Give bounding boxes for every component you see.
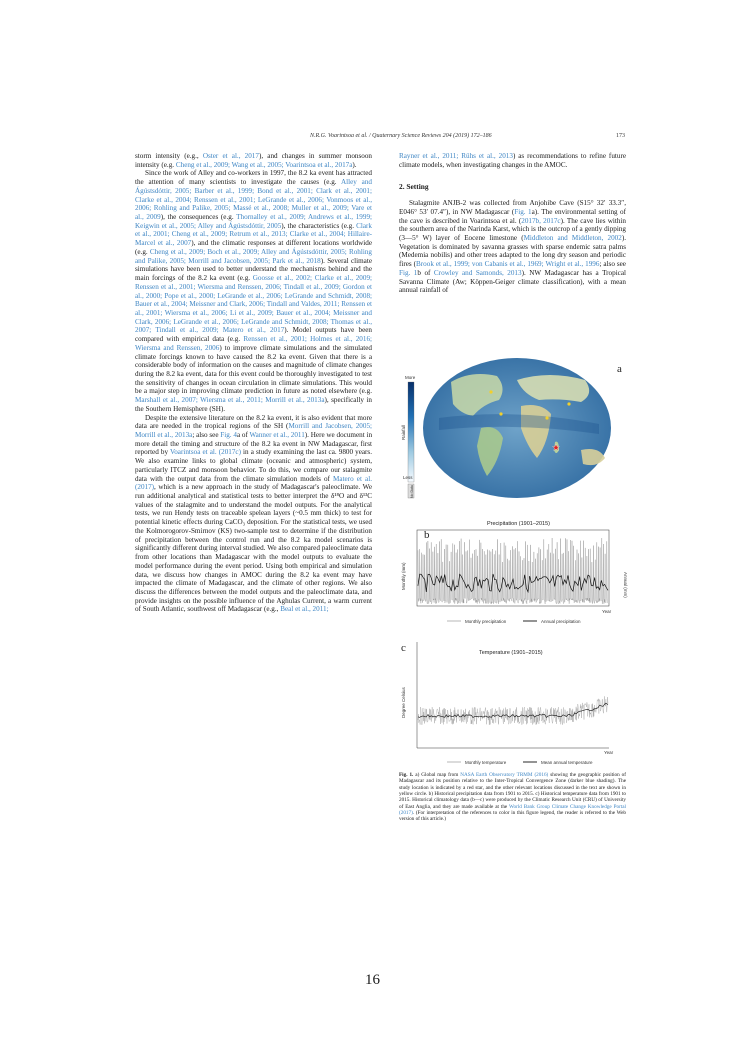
body-paragraph: storm intensity (e.g., Oster et al., 2017), and changes in summer monsoon intensity (e.g. Cheng et al., 2009; Wang et al., 2005; Voarintsoa et al., 2017a).: [135, 152, 372, 169]
citation-link[interactable]: Beal et al., 2011;: [280, 605, 329, 614]
figure-caption: Fig. 1. a) Global map from NASA Earth Observatory TRMM (2016) showing the geographic position of Madagascar and its position relative to the Inter-Tropical Convergence Zone (darker blue shading). The study location is indicated by a red star, and the other relevant locations discussed in the text are shown in yellow circle. b) Historical precipitation data from 1901 to 2015. c) Historical temperature data from 1901 to 2015. Historical climatology data (b—c) were produced by the Climatic Research Unit (CRU) of University of East Anglia, and they are made available at the World Bank Group Climate Change Knowledge Portal (2017). (For interpretation of the references to color in this figure legend, the reader is referred to the Web version of this article.): [399, 772, 626, 823]
journal-citation: N.R.G. Voarintsoa et al. / Quaternary Science Reviews 204 (2019) 172–186: [310, 133, 492, 139]
legend-annual-temp: Mean annual temperature: [541, 760, 593, 765]
body-paragraph: Despite the extensive literature on the 8.2 ka event, it is also evident that more data are needed in the tropical regions of the SH (Morrill and Jacobsen, 2005; Morrill et al., 2013a; also see Fig. 4a of Wanner et al., 2011). Here we document in more detail the timing and structure of the 8.2 ka event in NW Madagascar, first reported by Voarintsoa et al. (2017c) in a study examining the last ca. 9800 years. We also examine links to global climate (oceanic and atmospheric) system, particularly ITCZ and monsoon behavior. To do this, we compare our stalagmite data with the output data from the climate simulation models of Matero et al. (2017), which is a new approach in the study of Madagascar's paleoclimate. We run additional analytical and statistical tests to better interpret the δ¹⁸O and δ¹³C values of the stalagmite and to understand the model outputs. For the analytical tests, we run Hendy tests on traceable spelean layers (~0.5 mm thick) to test for potential kinetic effects during CaCO₃ deposition. For the statistical tests, we used the Kolmorogorov-Smirnov (KS) two-sample test to determine if the distribution of precipitation between the control run and the 8.2 ka model scenarios is significantly different during interval studied. We also compared paleoclimate data from other locations than Madagascar with the model outputs to evaluate the model performance during the event period. Using both empirical and simulation data, we discuss how changes in AMOC during the 8.2 ka event may have impacted the climate of Madagascar, and the climate of other regions. We also discuss the differences between the model outputs and the paleoclimate data, and provide insights on the possible influence of the Aghulas Current, a warm current of South Atlantic, southwest off Madagascar (e.g., Beal et al., 2011;: [135, 413, 373, 614]
citation-link[interactable]: 2017b, 2017c: [521, 216, 561, 225]
panel-b-ylabel-left: Monthly (mm): [401, 562, 406, 590]
citation-link[interactable]: Wanner et al., 2011: [249, 431, 305, 439]
citation-link[interactable]: Oster et al., 2017: [202, 152, 259, 160]
panel-c-xlabel: Year: [604, 750, 614, 755]
panel-b-title: Precipitation (1901–2015): [487, 521, 550, 527]
citation-link[interactable]: Middleton and Middleton, 2002: [523, 234, 622, 243]
citation-link[interactable]: Crowley and Samonds, 2013: [433, 268, 522, 277]
right-intro-paragraph: Rayner et al., 2011; Rühs et al., 2013) as recommendations to refine future climate models, when investigating changes in the AMOC.: [399, 152, 626, 169]
right-column: [399, 152, 626, 295]
location-marker: [489, 390, 492, 393]
citation-link[interactable]: World Bank Group Climate Change Knowledge Portal (2017): [399, 803, 626, 817]
section-heading: 2. Setting: [399, 182, 429, 192]
rainfall-colorbar: [408, 382, 414, 482]
citation-link[interactable]: Cheng et al., 2009; Wang et al., 2005; Voarintsoa et al., 2017a: [175, 160, 353, 169]
citation-link[interactable]: Morrill and Jacobsen, 2005; Morrill et al., 2013a: [135, 422, 372, 439]
citation-link[interactable]: Thornalley et al., 2009; Andrews et al., 1999; Keigwin et al., 2005; Alley and Ágústsdóttir, 2005: [135, 213, 372, 230]
figure-panel-c-temperature: [399, 636, 626, 766]
panel-a-label: a: [617, 363, 622, 375]
legend-more: More: [405, 375, 416, 380]
citation-link[interactable]: Fig. 1: [399, 268, 418, 277]
legend-nodata: No Data: [410, 485, 414, 498]
citation-link[interactable]: Brook et al., 1999; von Cabanis et al., 1969; Wright et al., 1996: [416, 260, 600, 269]
journal-page-number: 173: [616, 133, 625, 139]
citation-link[interactable]: Matero et al. (2017): [135, 474, 372, 492]
location-marker: [567, 402, 570, 405]
legend-rainfall: Rainfall: [401, 424, 406, 440]
panel-b-xlabel: Year: [602, 609, 612, 614]
body-paragraph: Since the work of Alley and co-workers in 1997, the 8.2 ka event has attracted the attention of many scientists to investigate the causes (e.g. Alley and Ágústsdóttir, 2005; Barber et al., 1999; Bond et al., 2001; Clark et al., 2001; Clarke et al., 2004; Renssen et al., 2001; LeGrande et al., 2006; Vonmoos et al., 2006; Rohling and Palike, 2005; Massé et al., 2008; Muller et al., 2009; Vare et al., 2009), the consequences (e.g. Thornalley et al., 2009; Andrews et al., 1999; Keigwin et al., 2005; Alley and Ágústsdóttir, 2005), the characteristics (e.g. Clark et al., 2001; Cheng et al., 2009; Retrum et al., 2013; Clarke et al., 2004; Hillaire-Marcel et al., 2007), and the climatic responses at different locations worldwide (e.g. Cheng et al., 2009; Boch et al., 2009; Alley and Ágústsdóttir, 2005; Rohling and Palike, 2005; Morrill and Jacobsen, 2005; Park et al., 2018). Several climate simulations have been used to better understand the mechanisms behind and the main forcings of the 8.2 ka event (e.g. Goosse et al., 2002; Clarke et al., 2009; Renssen et al., 2001; Wiersma and Renssen, 2006; Tindall et al., 2009; Gordon et al., 2000; Pope et al., 2000; LeGrande et al., 2006; LeGrande and Schmidt, 2008; Bauer et al., 2004; Meissner and Clark, 2006; Tindall and Valdes, 2011; Renssen et al., 2001; Wiersma et al., 2006; Li et al., 2009; Bauer et al., 2004; Meissner and Clark, 2006; LeGrande et al., 2006; LeGrande and Schmidt, 2008; Thomas et al., 2007; Tindall et al., 2009; Matero et al., 2017). Model outputs have been compared with empirical data (e.g. Renssen et al., 2001; Holmes et al., 2016; Wiersma and Renssen, 2006) to improve climate simulations and the simulated climate forcings known to have caused the 8.2 ka event. Given that there is a considerable body of information on the causes and magnitude of climate changes during the 8.2 ka event, data for this event could be thoroughly investigated to test the sensitivity of changes in ocean circulation in climate simulations. This would be a major step in improving climate prediction in future as noted elsewhere (e.g. Marshall et al., 2007; Wiersma et al., 2011; Morrill et al., 2013a), specifically in the Southern Hemisphere (SH).: [135, 169, 372, 413]
panel-b-label: b: [424, 529, 430, 541]
panel-c-title: Temperature (1901–2015): [479, 650, 543, 656]
citation-link[interactable]: Marshall et al., 2007; Wiersma et al., 2011; Morrill et al., 2013a: [135, 396, 325, 405]
monthly-temperature-line: [418, 696, 608, 725]
figure-panel-b-precipitation: [399, 518, 626, 630]
citation-link[interactable]: Goosse et al., 2002; Clarke et al., 2009; Renssen et al., 2001; Wiersma and Renssen, 2006; Tindall et al., 2009; Gordon et al., 2000; Pope et al., 2000; LeGrande et al., 2006; LeGrande and Schmidt, 2008; Bauer et al., 2004; Meissner and Clark, 2006; Tindall and Valdes, 2011; Renssen et al., 2001; Wiersma et al., 2006; Li et al., 2009; Bauer et al., 2004; Meissner and Clark, 2006; LeGrande et al., 2006; LeGrande and Schmidt, 2008; Thomas et al., 2007; Tindall et al., 2009; Matero et al., 2017: [135, 274, 372, 335]
citation-link[interactable]: NASA Earth Observatory TRMM (2016): [460, 772, 549, 778]
citation-link[interactable]: Cheng et al., 2009; Boch et al., 2009; Alley and Ágústsdóttir, 2005; Rohling and Palike, 2005; Morrill and Jacobsen, 2005; Park et al., 2018: [135, 247, 372, 265]
legend-monthly-precip: Monthly precipitation: [465, 619, 507, 624]
legend-less: Less: [403, 475, 413, 480]
left-column: [135, 152, 372, 614]
legend-annual-precip: Annual precipitation: [541, 619, 581, 624]
citation-link[interactable]: Rayner et al., 2011; Rühs et al., 2013: [399, 152, 513, 160]
citation-link[interactable]: Renssen et al., 2001; Holmes et al., 2016; Wiersma and Renssen, 2006: [135, 335, 372, 352]
figure-panel-a-map: [399, 358, 626, 500]
panel-b-ylabel-right: Annual (mm): [623, 572, 628, 598]
location-marker: [545, 416, 548, 419]
page-number: 16: [365, 972, 380, 988]
setting-paragraph: Stalagmite ANJB-2 was collected from Anjohibe Cave (S15° 32′ 33.3″, E046° 53′ 07.4″), in NW Madagascar (Fig. 1a). The environmental setting of the cave is described in Voarintsoa et al. (2017b, 2017c). The cave lies within the southern area of the Narinda Karst, which is the outcrop of a gently dipping (3—5° W) layer of Eocene limestone (Middleton and Middleton, 2002). Vegetation is dominated by savanna grasses with sparse endemic satra palms (Medemia nobilis) and other trees adapted to the long dry season and periodic fires (Brook et al., 1999; von Cabanis et al., 1969; Wright et al., 1996; also see Fig. 1b of Crowley and Samonds, 2013). NW Madagascar has a Tropical Savanna Climate (Aw; Köppen-Geiger climate classification), with a mean annual rainfall of: [399, 199, 627, 295]
legend-monthly-temp: Monthly temperature: [465, 760, 507, 765]
location-marker: [499, 412, 502, 415]
panel-c-label: c: [401, 642, 406, 654]
citation-link[interactable]: Fig. 1: [514, 207, 532, 216]
caption-label: Fig. 1.: [399, 772, 414, 778]
panel-c-ylabel: Degree Celsius: [401, 687, 406, 718]
citation-link[interactable]: Voarintsoa et al. (2017c): [169, 448, 241, 457]
citation-link[interactable]: Clark et al., 2001; Cheng et al., 2009; Retrum et al., 2013; Clarke et al., 2004; Hillaire-Marcel et al., 2007: [135, 221, 372, 248]
citation-link[interactable]: Fig. 4: [220, 431, 237, 439]
monthly-precipitation-line: [418, 538, 608, 604]
citation-link[interactable]: Alley and Ágústsdóttir, 2005; Barber et al., 1999; Bond et al., 2001; Clark et al., 2001; Clarke et al., 2004; Renssen et al., 2001; LeGrande et al., 2006; Vonmoos et al., 2006; Rohling and Palike, 2005; Massé et al., 2008; Muller et al., 2009; Vare et al., 2009: [135, 178, 372, 222]
